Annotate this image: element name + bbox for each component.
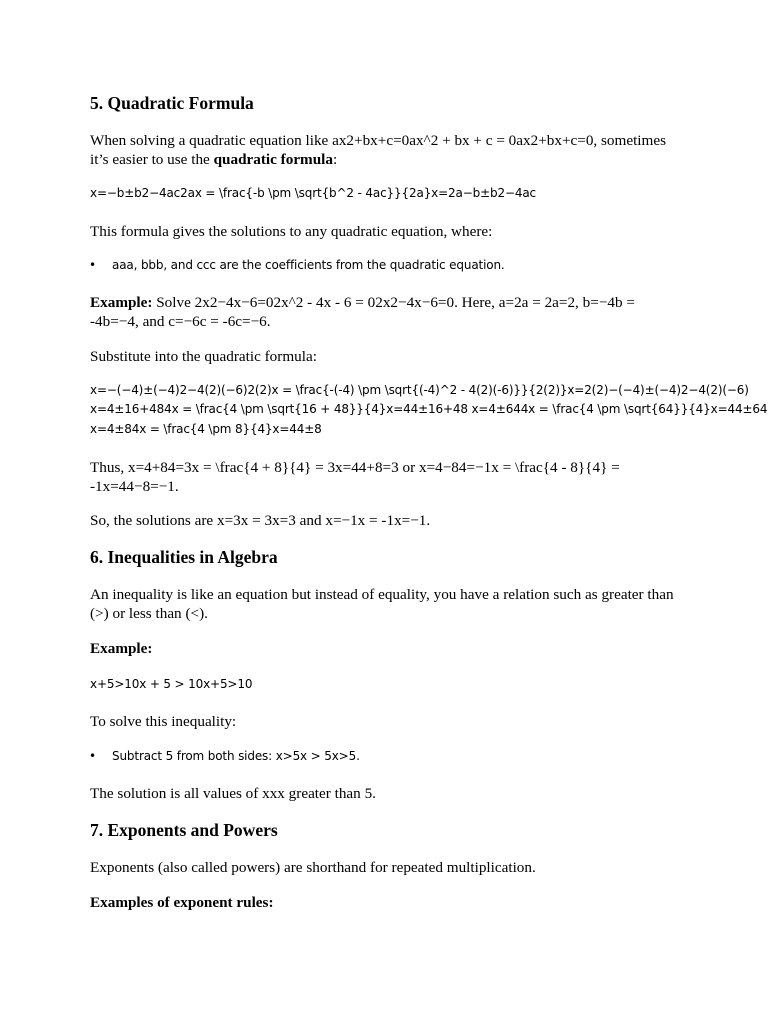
inequality-formula-line: x+5>10x + 5 > 10x+5>10 [90, 677, 253, 691]
quadratic-formula-line: x=−b±b2−4ac2ax = \frac{-b \pm \sqrt{b^2 - 4ac}}{2a}x=2a−b±b2−4ac [90, 186, 536, 200]
exponent-rules-label-bold: Examples of exponent rules: [90, 894, 274, 911]
section-heading-quadratic-formula: 5. Quadratic Formula [90, 93, 254, 113]
coefficients-bullet-item [89, 256, 672, 275]
inequality-example-label [90, 639, 680, 658]
substitute-text: Substitute into the quadratic formula: [90, 348, 317, 365]
inequality-intro-paragraph: An inequality is like an equation but instead of equality, you have a relation such as greater than (>) or less than (<). [90, 586, 674, 622]
example-label: Example: [90, 294, 153, 311]
substitution-step-3: x=4±84x = \frac{4 \pm 8}{4}x=44±8 [90, 422, 322, 436]
substitution-step-1: x=−(−4)±(−4)2−4(2)(−6)2(2)x = \frac{-(-4) \pm \sqrt{(-4)^2 - 4(2)(-6)}}{2(2)}x=2(2)−(−4)±(−4)2−4(2)(−6) [90, 383, 749, 397]
bullet-dot-icon: • [89, 749, 96, 763]
solutions-paragraph: So, the solutions are x=3x = 3x=3 and x=−1x = -1x=−1. [90, 512, 431, 529]
inequality-solution-paragraph: The solution is all values of xxx greater than 5. [90, 785, 376, 802]
exponent-rules-label [90, 893, 680, 912]
inequality-example-label-bold: Example: [90, 640, 153, 657]
section-heading-exponents: 7. Exponents and Powers [90, 820, 278, 840]
example-text: Solve 2x2−4x−6=02x^2 - 4x - 6 = 02x2−4x−6=0. Here, a=2a = 2a=2, b=−4b = -4b=−4, and c=−6c = -6c=−6. [90, 294, 635, 330]
subtract-bullet-item [89, 747, 672, 766]
quadratic-intro-colon: : [332, 151, 338, 168]
thus-paragraph: Thus, x=4+84=3x = \frac{4 + 8}{4} = 3x=44+8=3 or x=4−84=−1x = \frac{4 - 8}{4} = -1x=44−8=−1. [90, 459, 620, 495]
quadratic-intro-bold: quadratic formula [213, 151, 333, 168]
quadratic-intro-text: When solving a quadratic equation like ax2+bx+c=0ax^2 + bx + c = 0ax2+bx+c=0, sometimes it’s easier to use the [90, 132, 666, 168]
coefficients-bullet-text: aaa, bbb, and ccc are the coefficients from the quadratic equation. [112, 258, 505, 272]
bullet-dot-icon: • [89, 258, 96, 272]
quadratic-example-paragraph [90, 293, 680, 331]
formula-description: This formula gives the solutions to any quadratic equation, where: [90, 223, 493, 240]
subtract-bullet-text: Subtract 5 from both sides: x>5x > 5x>5. [112, 749, 360, 763]
to-solve-text: To solve this inequality: [90, 713, 237, 730]
exponents-intro-paragraph: Exponents (also called powers) are shorthand for repeated multiplication. [90, 859, 536, 876]
section-heading-inequalities: 6. Inequalities in Algebra [90, 547, 278, 567]
substitution-step-2: x=4±16+484x = \frac{4 \pm \sqrt{16 + 48}}{4}x=44±16+48 x=4±644x = \frac{4 \pm \sqrt{64}}{4}x=44±64 [90, 402, 768, 416]
quadratic-intro-paragraph [90, 131, 680, 169]
